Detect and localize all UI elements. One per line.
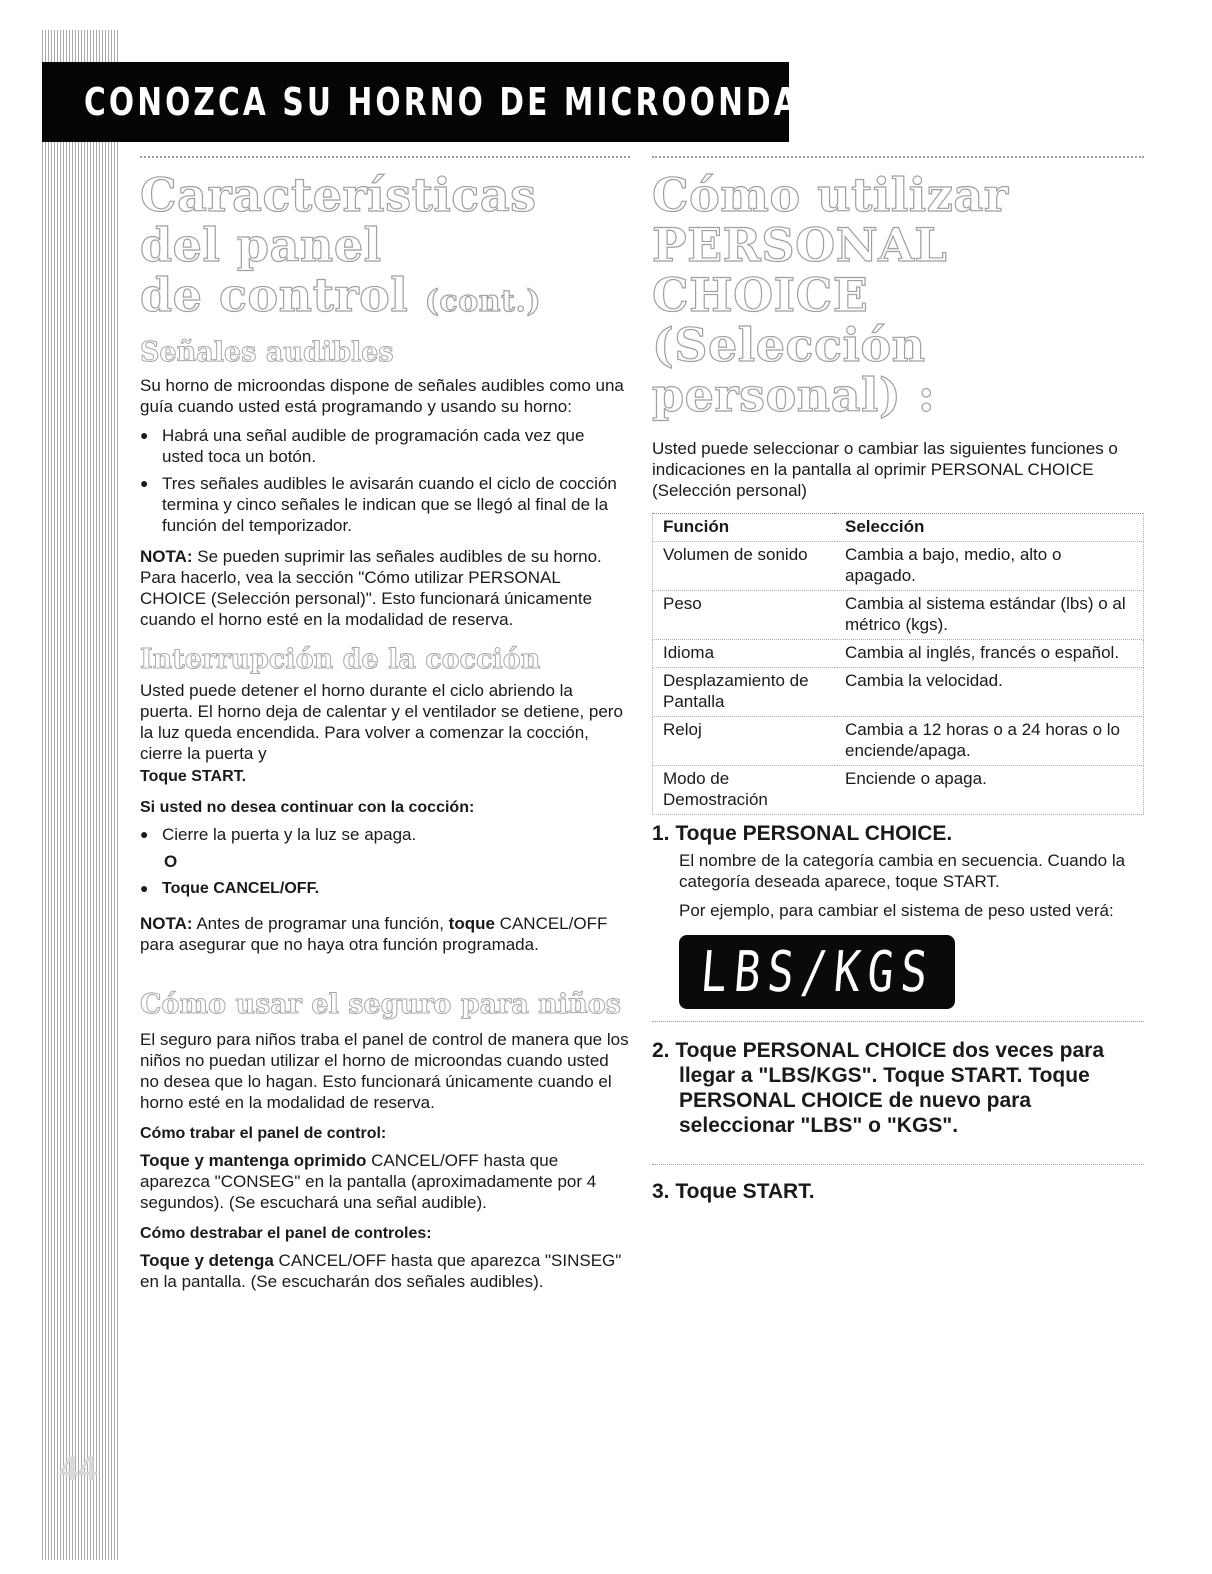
right-column xyxy=(652,170,1144,1204)
lock-bold: Toque y mantenga oprimido xyxy=(140,1151,367,1170)
unlock-body: CANCEL/OFF hasta que aparezca "SINSEG" en la pantalla. (Se escucharán dos señales audibles). xyxy=(140,1251,622,1291)
unlock-text xyxy=(140,1250,630,1292)
interrupt-note xyxy=(140,913,630,955)
table-row xyxy=(653,717,1144,766)
step3-title: 3. Toque START. xyxy=(652,1180,815,1203)
lock-body: CANCEL/OFF hasta que aparezca "CONSEG" en la pantalla (aproximadamente por 4 segundos). (Se escuchará una señal audible). xyxy=(140,1151,597,1212)
table-row xyxy=(653,668,1144,717)
left-heading xyxy=(140,170,630,327)
lock-text xyxy=(140,1150,630,1213)
table-cell-function: Reloj xyxy=(653,717,836,766)
touch-start-text: Toque START. xyxy=(140,768,247,785)
left-heading-line2: de control xyxy=(140,268,409,322)
sidebar-decorative-strip xyxy=(42,30,118,1560)
page-title-bar xyxy=(42,62,825,142)
step1-text2: Por ejemplo, para cambiar el sistema de peso usted verá: xyxy=(679,901,1114,920)
table-header-function: Función xyxy=(653,514,836,542)
table-cell-function: Modo de Demostración xyxy=(653,766,836,815)
table-cell-selection: Cambia a bajo, medio, alto o apagado. xyxy=(835,542,1144,591)
table-cell-function: Volumen de sonido xyxy=(653,542,836,591)
table-cell-function: Idioma xyxy=(653,640,836,668)
left-heading-cont: (cont.) xyxy=(424,284,542,319)
page-number: 44 xyxy=(59,1450,97,1488)
table-row xyxy=(653,591,1144,640)
interrupt-option-1: ● Cierre la puerta y la luz se apaga. xyxy=(140,824,630,845)
table-cell-function: Desplazamiento de Pantalla xyxy=(653,668,836,717)
lcd-display xyxy=(679,935,955,1009)
lock-title: Cómo trabar el panel de control: xyxy=(140,1125,387,1142)
audible-note-text: Se pueden suprimir las señales audibles de su horno. Para hacerlo, vea la sección "Cómo utilizar PERSONAL CHOICE (Selección personal)". Esto funcionará únicamente cuando el horno esté en la modalidad de reserva. xyxy=(140,547,602,629)
lcd-display-text: LBS/KGS xyxy=(697,939,937,1005)
interrupt-note-label: NOTA: xyxy=(140,914,193,933)
step1-body xyxy=(652,850,1144,921)
table-row xyxy=(653,640,1144,668)
section-interrupt-title: Interrupción de la cocción xyxy=(140,644,541,675)
audible-bullet-2: ● Tres señales audibles le avisarán cuando el ciclo de cocción termina y cinco señales le indican que se llegó al final de la función del temporizador. xyxy=(140,473,630,536)
unlock-bold: Toque y detenga xyxy=(140,1251,274,1270)
left-column xyxy=(140,170,630,1292)
step1-text1: El nombre de la categoría cambia en secuencia. Cuando la categoría deseada aparece, toque START. xyxy=(679,851,1126,891)
section-childlock-body: El seguro para niños traba el panel de control de manera que los niños no puedan utilizar el horno de microondas cuando usted no desea que lo hagan. Esto funcionará únicamente cuando el horno esté en la modalidad de reserva. xyxy=(140,1030,629,1112)
left-top-rule xyxy=(140,156,630,158)
right-heading xyxy=(652,170,1144,420)
right-heading-line3: personal) : xyxy=(652,368,936,422)
step-divider-1 xyxy=(652,1021,1144,1022)
section-childlock-title: Cómo usar el seguro para niños xyxy=(140,989,622,1020)
table-cell-selection: Cambia al sistema estándar (lbs) o al métrico (kgs). xyxy=(835,591,1144,640)
audible-bullet-1: ● Habrá una señal audible de programación cada vez que usted toca un botón. xyxy=(140,425,630,467)
step-divider-2 xyxy=(652,1164,1144,1165)
table-row xyxy=(653,542,1144,591)
section-interrupt-body: Usted puede detener el horno durante el ciclo abriendo la puerta. El horno deja de calentar y el ventilador se detiene, pero la luz queda encendida. Para volver a comenzar la cocción, cierre la puerta y xyxy=(140,681,623,763)
interrupt-note-pre: Antes de programar una función, xyxy=(192,914,449,933)
left-heading-line1: Características del panel xyxy=(140,168,537,272)
interrupt-options xyxy=(140,824,630,845)
interrupt-note-bold: toque xyxy=(448,914,495,933)
unlock-title: Cómo destrabar el panel de controles: xyxy=(140,1225,432,1242)
interrupt-options-2 xyxy=(140,878,630,899)
step1-title: 1. Toque PERSONAL CHOICE. xyxy=(652,822,953,845)
no-continue-text: Si usted no desea continuar con la cocción: xyxy=(140,799,475,816)
table-cell-selection: Enciende o apaga. xyxy=(835,766,1144,815)
table-cell-selection: Cambia al inglés, francés o español. xyxy=(835,640,1144,668)
right-heading-line2: CHOICE (Selección xyxy=(652,268,926,372)
table-cell-function: Peso xyxy=(653,591,836,640)
right-heading-line1: Cómo utilizar PERSONAL xyxy=(652,168,1009,272)
table-row xyxy=(653,766,1144,815)
page-title: CONOZCA SU HORNO DE MICROONDAS xyxy=(84,80,825,124)
audible-bullets xyxy=(140,425,630,536)
right-top-rule xyxy=(652,156,1144,158)
section-audible-title: Señales audibles xyxy=(140,337,394,368)
personal-choice-intro: Usted puede seleccionar o cambiar las siguientes funciones o indicaciones en la pantalla al oprimir PERSONAL CHOICE (Selección personal) xyxy=(652,439,1118,500)
step2-title: 2. Toque PERSONAL CHOICE dos veces para llegar a "LBS/KGS". Toque START. Toque PERSONAL CHOICE de nuevo para seleccionar "LBS" o "KGS". xyxy=(652,1039,1105,1137)
table-cell-selection: Cambia la velocidad. xyxy=(835,668,1144,717)
audible-note xyxy=(140,546,630,630)
audible-note-label: NOTA: xyxy=(140,547,193,566)
or-text: O xyxy=(164,852,178,871)
section-audible-intro: Su horno de microondas dispone de señales audibles como una guía cuando usted está programando y usando su horno: xyxy=(140,376,624,416)
interrupt-note-post: CANCEL/OFF para asegurar que no haya otra función programada. xyxy=(140,914,608,954)
table-header-row xyxy=(653,514,1144,542)
interrupt-option-2: ● Toque CANCEL/OFF. xyxy=(140,878,630,899)
table-header-selection: Selección xyxy=(835,514,1144,542)
function-table xyxy=(652,513,1144,815)
table-cell-selection: Cambia a 12 horas o a 24 horas o lo enciende/apaga. xyxy=(835,717,1144,766)
